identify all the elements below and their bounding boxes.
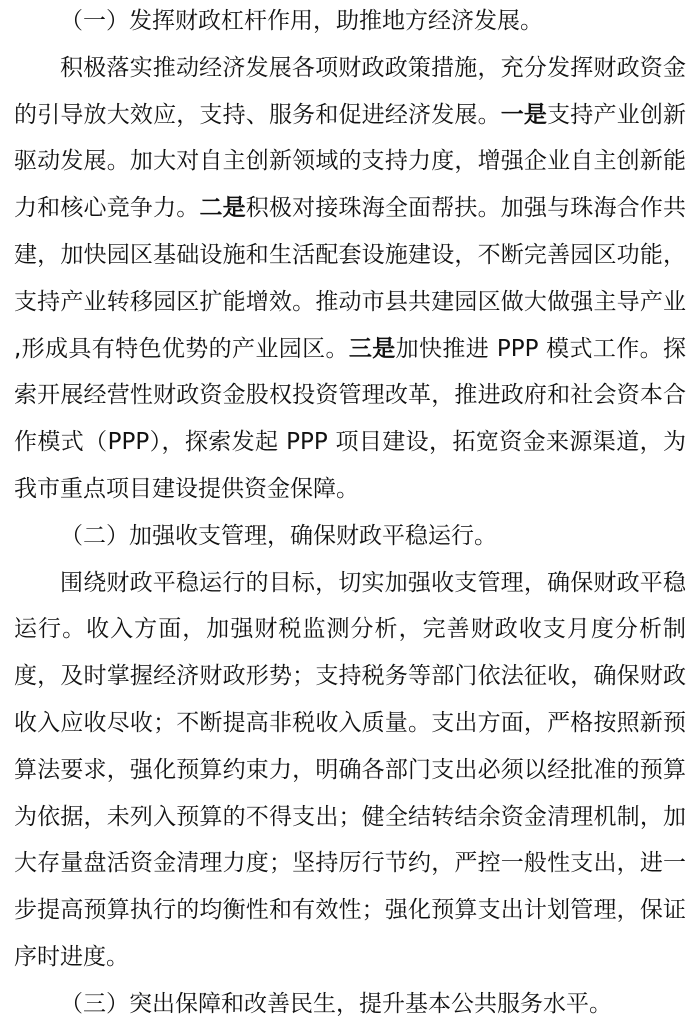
section-paragraph-2: 围绕财政平稳运行的目标，切实加强收支管理，确保财政平稳运行。收入方面，加强财税监测分析，完善财政收支月度分析制度，及时掌握经济财政形势；支持税务等部门依法征收，确保财政收入应收尽收；不断提高非税收入质量。支出方面，严格按照新预算法要求，强化预算约束力，明确各部门支出必须以经批准的预算为依据，未列入预算的不得支出；健全结转结余资金清理机制，加大存量盘活资金清理力度；坚持厉行节约，严控一般性支出，进一步提高预算执行的均衡性和有效性；强化预算支出计划管理，保证序时进度。 [14,569,686,970]
marker-second: 二是 [199,195,246,222]
point-one-text: 支持产业创新驱动发展。加大对自主创新领域的支持力度，增强企业自主创新能力和核心竞争力。 [14,101,687,222]
point-three-text: 加快推进 PPP 模式工作。探索开展经营性财政资金股权投资管理改革，推进政府和社会资本合作模式（PPP），探索发起 PPP 项目建设，拓宽资金来源渠道，为我市重点项目建设提供资金保障。 [14,335,687,502]
section-heading-3: （三）突出保障和改善民生，提升基本公共服务水平。 [60,990,612,1017]
paragraph-intro: 积极落实推动经济发展各项财政政策措施，充分发挥财政资金的引导放大效应，支持、服务和促进经济发展。 [14,54,686,128]
point-two-text: 积极对接珠海全面帮扶。加强与珠海合作共建，加快园区基础设施和生活配套设施建设，不断完善园区功能，支持产业转移园区扩能增效。推动市县共建园区做大做强主导产业 ,形成具有特色优势的产业园区。 [14,195,687,362]
marker-third: 三是 [348,335,396,362]
section-heading-2: （二）加强收支管理，确保财政平稳运行。 [60,522,497,549]
section-paragraph-1 [14,45,686,513]
section-heading-1: （一）发挥财政杠杆作用，助推地方经济发展。 [60,8,543,34]
marker-first: 一是 [500,101,548,128]
